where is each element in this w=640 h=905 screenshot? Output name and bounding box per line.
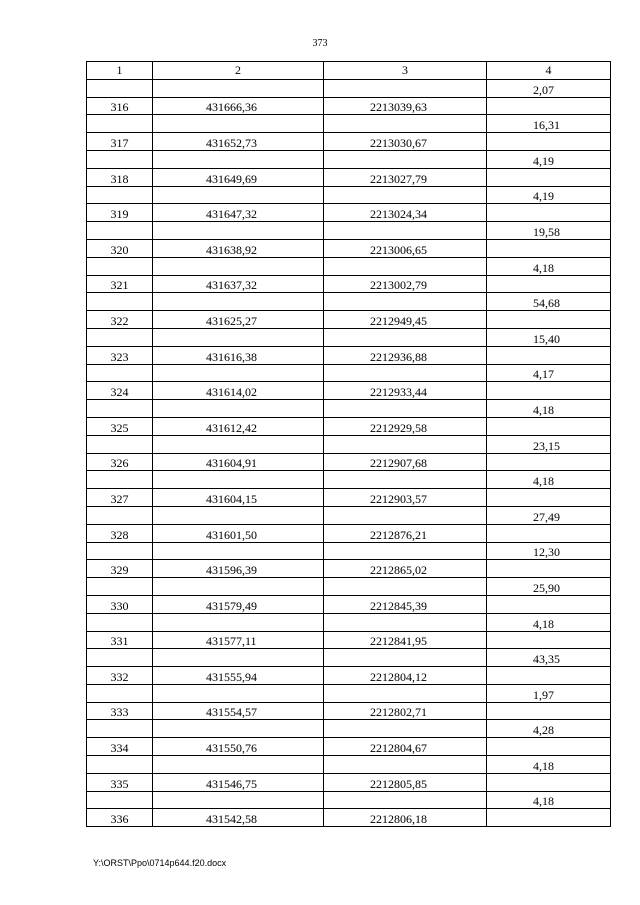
y-coordinate-cell: 2212933,44: [324, 382, 487, 400]
table-row: [87, 204, 611, 222]
distance-row: [87, 257, 611, 275]
distance-cell: 4,19: [487, 186, 611, 204]
table-row: [87, 275, 611, 293]
distance-row: [87, 79, 611, 97]
distance-cell: 19,58: [487, 222, 611, 240]
distance-row: [87, 222, 611, 240]
empty-cell: [487, 204, 611, 222]
y-coordinate-cell: 2212929,58: [324, 417, 487, 435]
x-coordinate-cell: 431612,42: [153, 417, 324, 435]
y-coordinate-cell: 2212802,71: [324, 702, 487, 720]
table-row: [87, 417, 611, 435]
distance-cell: 4,18: [487, 471, 611, 489]
empty-cell: [487, 133, 611, 151]
distance-cell: 23,15: [487, 435, 611, 453]
empty-cell: [487, 631, 611, 649]
empty-cell: [487, 417, 611, 435]
y-coordinate-cell: 2213024,34: [324, 204, 487, 222]
distance-cell: 4,18: [487, 613, 611, 631]
table-row: [87, 702, 611, 720]
distance-cell: 25,90: [487, 578, 611, 596]
table-row: [87, 667, 611, 685]
point-number-cell: 334: [87, 738, 153, 756]
empty-cell: [487, 809, 611, 827]
y-coordinate-cell: 2212845,39: [324, 595, 487, 613]
table-row: [87, 560, 611, 578]
point-number-cell: 331: [87, 631, 153, 649]
empty-cell: [487, 702, 611, 720]
point-number-cell: 336: [87, 809, 153, 827]
y-coordinate-cell: 2212865,02: [324, 560, 487, 578]
table-row: [87, 346, 611, 364]
distance-row: [87, 186, 611, 204]
empty-cell: [487, 738, 611, 756]
x-coordinate-cell: 431614,02: [153, 382, 324, 400]
empty-cell: [487, 168, 611, 186]
distance-row: [87, 293, 611, 311]
x-coordinate-cell: 431542,58: [153, 809, 324, 827]
distance-cell: 16,31: [487, 115, 611, 133]
table-row: [87, 631, 611, 649]
header-col-3: 3: [324, 62, 487, 80]
x-coordinate-cell: 431601,50: [153, 524, 324, 542]
empty-cell: [487, 382, 611, 400]
y-coordinate-cell: 2212936,88: [324, 346, 487, 364]
x-coordinate-cell: 431647,32: [153, 204, 324, 222]
distance-cell: 15,40: [487, 328, 611, 346]
empty-cell: [487, 311, 611, 329]
header-col-2: 2: [153, 62, 324, 80]
distance-row: [87, 756, 611, 774]
distance-cell: 1,97: [487, 684, 611, 702]
point-number-cell: 323: [87, 346, 153, 364]
y-coordinate-cell: 2212806,18: [324, 809, 487, 827]
y-coordinate-cell: 2213006,65: [324, 239, 487, 257]
page-number: 373: [312, 38, 328, 49]
point-number-cell: 330: [87, 595, 153, 613]
x-coordinate-cell: 431652,73: [153, 133, 324, 151]
coordinates-table: [86, 61, 611, 827]
y-coordinate-cell: 2213039,63: [324, 97, 487, 115]
table-body: [87, 79, 611, 826]
y-coordinate-cell: 2213002,79: [324, 275, 487, 293]
point-number-cell: 326: [87, 453, 153, 471]
y-coordinate-cell: 2212903,57: [324, 489, 487, 507]
empty-cell: [487, 275, 611, 293]
y-coordinate-cell: 2212805,85: [324, 773, 487, 791]
table-row: [87, 595, 611, 613]
distance-cell: 43,35: [487, 649, 611, 667]
footer-file-path: Y:\ORST\Ppo\0714p644.f20.docx: [93, 858, 227, 868]
y-coordinate-cell: 2213030,67: [324, 133, 487, 151]
empty-cell: [487, 773, 611, 791]
table-row: [87, 489, 611, 507]
distance-cell: 4,18: [487, 756, 611, 774]
empty-cell: [487, 560, 611, 578]
distance-row: [87, 791, 611, 809]
distance-row: [87, 115, 611, 133]
y-coordinate-cell: 2212804,67: [324, 738, 487, 756]
empty-cell: [487, 489, 611, 507]
distance-row: [87, 578, 611, 596]
x-coordinate-cell: 431625,27: [153, 311, 324, 329]
x-coordinate-cell: 431604,91: [153, 453, 324, 471]
x-coordinate-cell: 431666,36: [153, 97, 324, 115]
distance-cell: 4,28: [487, 720, 611, 738]
distance-cell: 4,18: [487, 400, 611, 418]
x-coordinate-cell: 431550,76: [153, 738, 324, 756]
distance-cell: 12,30: [487, 542, 611, 560]
empty-cell: [487, 595, 611, 613]
empty-cell: [487, 453, 611, 471]
y-coordinate-cell: 2212841,95: [324, 631, 487, 649]
point-number-cell: 327: [87, 489, 153, 507]
distance-cell: 54,68: [487, 293, 611, 311]
table-row: [87, 773, 611, 791]
point-number-cell: 329: [87, 560, 153, 578]
x-coordinate-cell: 431616,38: [153, 346, 324, 364]
y-coordinate-cell: 2213027,79: [324, 168, 487, 186]
x-coordinate-cell: 431579,49: [153, 595, 324, 613]
distance-cell: 4,19: [487, 150, 611, 168]
y-coordinate-cell: 2212907,68: [324, 453, 487, 471]
distance-row: [87, 649, 611, 667]
x-coordinate-cell: 431649,69: [153, 168, 324, 186]
table-row: [87, 239, 611, 257]
table-row: [87, 738, 611, 756]
x-coordinate-cell: 431554,57: [153, 702, 324, 720]
distance-row: [87, 471, 611, 489]
x-coordinate-cell: 431637,32: [153, 275, 324, 293]
distance-cell: 4,18: [487, 257, 611, 275]
point-number-cell: 325: [87, 417, 153, 435]
point-number-cell: 324: [87, 382, 153, 400]
distance-row: [87, 435, 611, 453]
table-row: [87, 524, 611, 542]
distance-row: [87, 506, 611, 524]
distance-row: [87, 684, 611, 702]
empty-cell: [487, 239, 611, 257]
x-coordinate-cell: 431638,92: [153, 239, 324, 257]
x-coordinate-cell: 431604,15: [153, 489, 324, 507]
distance-row: [87, 542, 611, 560]
point-number-cell: 319: [87, 204, 153, 222]
empty-cell: [487, 346, 611, 364]
empty-cell: [487, 667, 611, 685]
table-row: [87, 453, 611, 471]
header-col-4: 4: [487, 62, 611, 80]
point-number-cell: 321: [87, 275, 153, 293]
distance-row: [87, 720, 611, 738]
distance-cell: 4,17: [487, 364, 611, 382]
y-coordinate-cell: 2212949,45: [324, 311, 487, 329]
empty-cell: [487, 524, 611, 542]
x-coordinate-cell: 431555,94: [153, 667, 324, 685]
distance-row: [87, 400, 611, 418]
point-number-cell: 318: [87, 168, 153, 186]
table-header-row: [87, 62, 611, 80]
distance-cell: 27,49: [487, 506, 611, 524]
point-number-cell: 322: [87, 311, 153, 329]
point-number-cell: 317: [87, 133, 153, 151]
distance-cell: 4,18: [487, 791, 611, 809]
table-row: [87, 311, 611, 329]
table-row: [87, 133, 611, 151]
x-coordinate-cell: 431577,11: [153, 631, 324, 649]
table-row: [87, 382, 611, 400]
empty-cell: [487, 97, 611, 115]
header-col-1: 1: [87, 62, 153, 80]
distance-row: [87, 364, 611, 382]
distance-row: [87, 328, 611, 346]
y-coordinate-cell: 2212876,21: [324, 524, 487, 542]
distance-cell: 2,07: [487, 79, 611, 97]
distance-row: [87, 613, 611, 631]
point-number-cell: 328: [87, 524, 153, 542]
point-number-cell: 332: [87, 667, 153, 685]
point-number-cell: 320: [87, 239, 153, 257]
point-number-cell: 333: [87, 702, 153, 720]
table-row: [87, 809, 611, 827]
distance-row: [87, 150, 611, 168]
point-number-cell: 335: [87, 773, 153, 791]
y-coordinate-cell: 2212804,12: [324, 667, 487, 685]
point-number-cell: 316: [87, 97, 153, 115]
x-coordinate-cell: 431546,75: [153, 773, 324, 791]
table-row: [87, 168, 611, 186]
table-row: [87, 97, 611, 115]
x-coordinate-cell: 431596,39: [153, 560, 324, 578]
